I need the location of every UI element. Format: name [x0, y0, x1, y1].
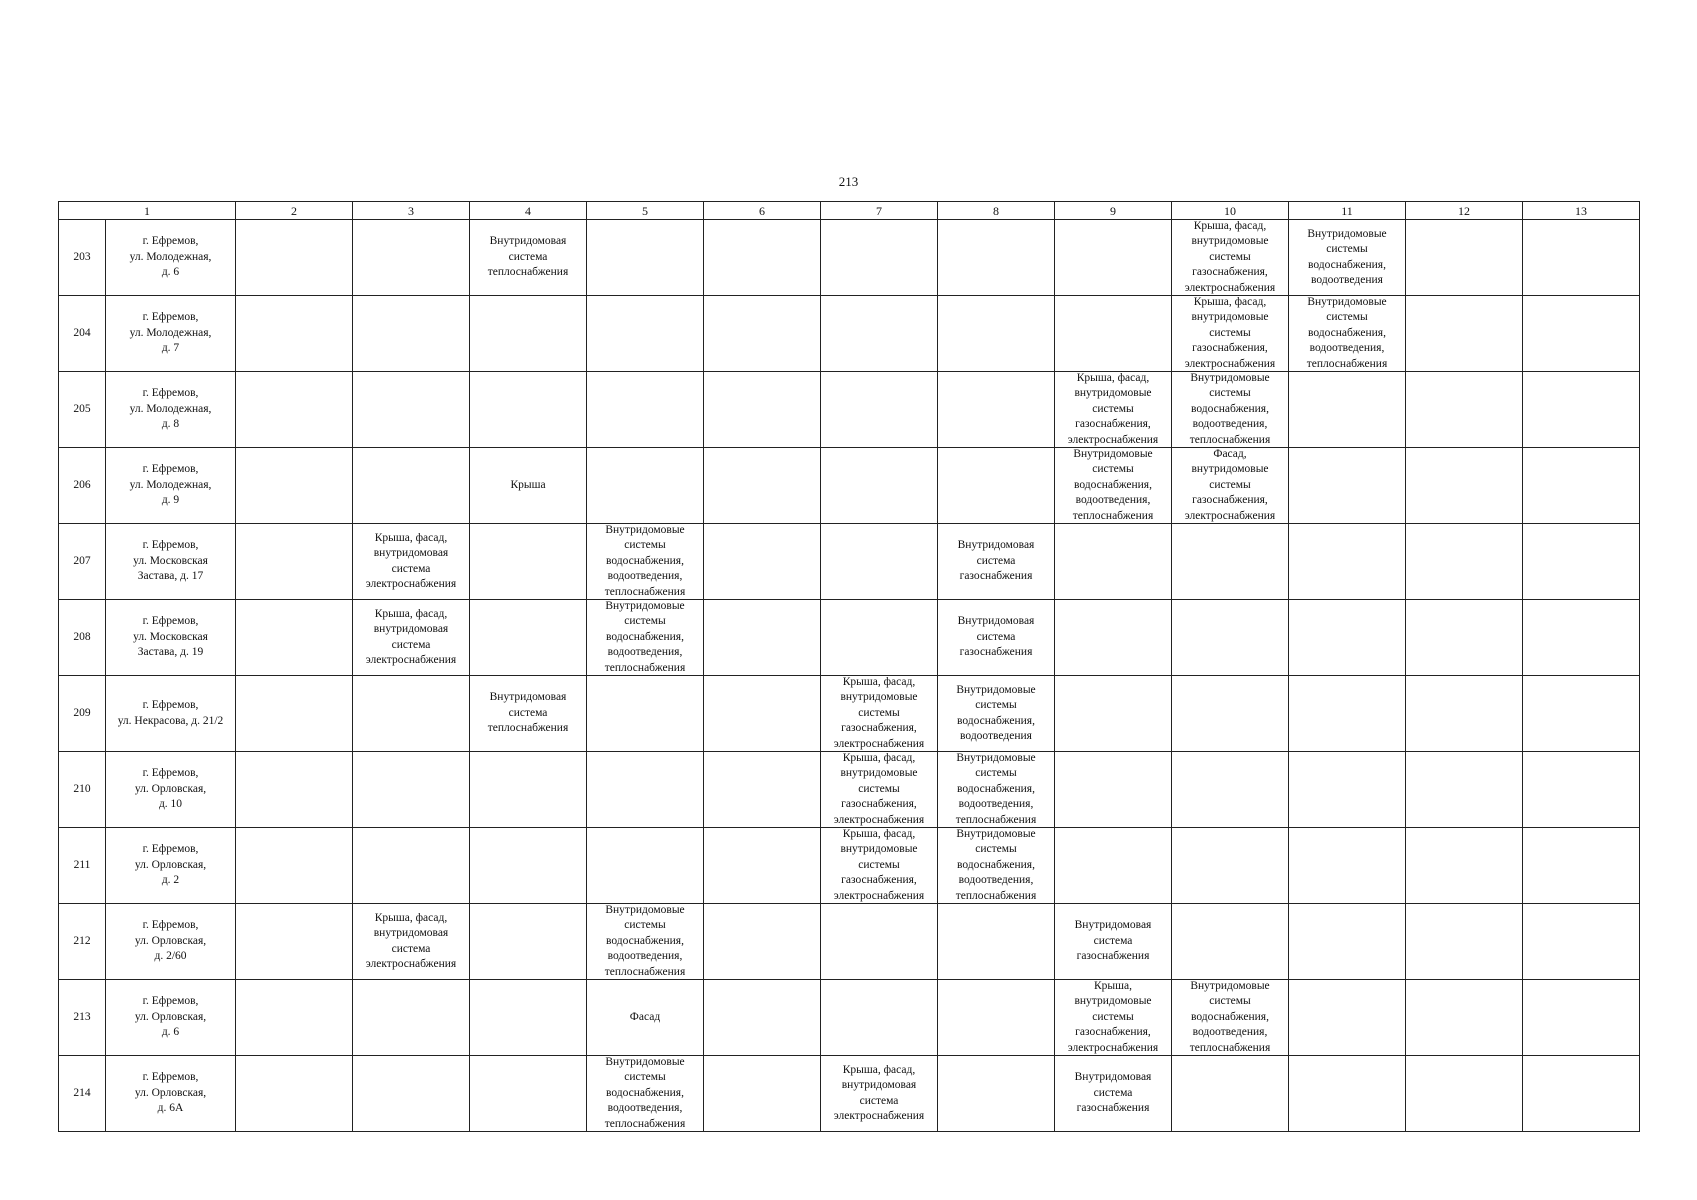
column-header-13: 13	[1523, 202, 1640, 220]
address-cell: г. Ефремов, ул. Московская Застава, д. 19	[106, 600, 236, 676]
table-cell	[1289, 524, 1406, 600]
table-cell	[704, 524, 821, 600]
table-cell	[938, 980, 1055, 1056]
table-cell	[1406, 372, 1523, 448]
row-number: 214	[59, 1056, 106, 1132]
table-cell	[1289, 752, 1406, 828]
table-cell	[470, 600, 587, 676]
table-cell	[353, 372, 470, 448]
table-cell	[470, 828, 587, 904]
table-cell: Внутридомовые системы водоснабжения, водоотведения	[938, 676, 1055, 752]
row-number: 208	[59, 600, 106, 676]
table-cell	[1055, 220, 1172, 296]
table-row	[59, 220, 1640, 296]
table-cell	[236, 448, 353, 524]
table-cell	[470, 752, 587, 828]
row-number: 209	[59, 676, 106, 752]
table-cell	[704, 1056, 821, 1132]
table-cell	[353, 296, 470, 372]
table-cell	[1172, 828, 1289, 904]
table-cell	[1289, 1056, 1406, 1132]
column-header-3: 3	[353, 202, 470, 220]
table-cell: Внутридомовая система газоснабжения	[938, 524, 1055, 600]
column-header-2: 2	[236, 202, 353, 220]
table-cell	[821, 980, 938, 1056]
table-cell	[1406, 524, 1523, 600]
table-cell: Внутридомовые системы водоснабжения, водоотведения, теплоснабжения	[1172, 372, 1289, 448]
column-header-6: 6	[704, 202, 821, 220]
table-cell	[1523, 296, 1640, 372]
table-cell	[821, 220, 938, 296]
column-header-12: 12	[1406, 202, 1523, 220]
table-cell	[1523, 980, 1640, 1056]
table-cell	[1055, 752, 1172, 828]
table-cell	[353, 752, 470, 828]
table-cell: Крыша	[470, 448, 587, 524]
column-header-7: 7	[821, 202, 938, 220]
table-cell	[704, 296, 821, 372]
column-header-8: 8	[938, 202, 1055, 220]
table-cell	[470, 372, 587, 448]
table-row	[59, 752, 1640, 828]
table-cell	[236, 980, 353, 1056]
page-number: 213	[838, 174, 859, 189]
table-cell	[1289, 372, 1406, 448]
table-cell	[587, 296, 704, 372]
table-cell: Крыша, фасад, внутридомовые системы газоснабжения, электроснабжения	[821, 828, 938, 904]
table-cell	[1523, 752, 1640, 828]
table-cell	[704, 904, 821, 980]
table-cell	[1406, 828, 1523, 904]
table-cell	[1055, 600, 1172, 676]
table-cell	[938, 904, 1055, 980]
table-cell: Крыша, фасад, внутридомовые системы газоснабжения, электроснабжения	[1172, 220, 1289, 296]
table-cell	[587, 220, 704, 296]
table-cell	[1172, 524, 1289, 600]
address-cell: г. Ефремов, ул. Молодежная, д. 6	[106, 220, 236, 296]
table-cell	[1172, 600, 1289, 676]
table-cell	[821, 296, 938, 372]
table-cell	[1523, 904, 1640, 980]
table-cell	[704, 828, 821, 904]
table-cell	[470, 904, 587, 980]
table-cell	[587, 372, 704, 448]
address-cell: г. Ефремов, ул. Молодежная, д. 8	[106, 372, 236, 448]
table-cell	[938, 448, 1055, 524]
table-header	[59, 202, 1640, 220]
table-cell	[1406, 980, 1523, 1056]
table-cell	[704, 980, 821, 1056]
table-cell	[821, 448, 938, 524]
row-number: 210	[59, 752, 106, 828]
table-cell	[704, 220, 821, 296]
table-cell	[1406, 296, 1523, 372]
table-row	[59, 448, 1640, 524]
table-cell	[938, 296, 1055, 372]
address-cell: г. Ефремов, ул. Орловская, д. 6	[106, 980, 236, 1056]
table-cell	[1055, 828, 1172, 904]
table-row	[59, 524, 1640, 600]
row-number: 206	[59, 448, 106, 524]
table-cell	[1172, 1056, 1289, 1132]
address-cell: г. Ефремов, ул. Орловская, д. 10	[106, 752, 236, 828]
table-cell	[470, 296, 587, 372]
table-cell: Крыша, фасад, внутридомовая система электроснабжения	[353, 524, 470, 600]
table-cell	[470, 980, 587, 1056]
table-cell	[1289, 600, 1406, 676]
repair-schedule-table	[58, 201, 1640, 1132]
address-cell: г. Ефремов, ул. Молодежная, д. 9	[106, 448, 236, 524]
column-header-10: 10	[1172, 202, 1289, 220]
table-cell	[1289, 904, 1406, 980]
table-cell: Внутридомовые системы водоснабжения, водоотведения, теплоснабжения	[587, 904, 704, 980]
table-cell	[821, 600, 938, 676]
table-cell	[1406, 904, 1523, 980]
table-cell	[1055, 524, 1172, 600]
address-cell: г. Ефремов, ул. Орловская, д. 2	[106, 828, 236, 904]
table-cell	[353, 220, 470, 296]
table-row	[59, 372, 1640, 448]
table-cell	[1523, 1056, 1640, 1132]
address-cell: г. Ефремов, ул. Молодежная, д. 7	[106, 296, 236, 372]
row-number: 205	[59, 372, 106, 448]
table-cell	[1523, 676, 1640, 752]
table-cell: Крыша, внутридомовые системы газоснабжения, электроснабжения	[1055, 980, 1172, 1056]
table-cell	[1406, 600, 1523, 676]
table-cell: Внутридомовые системы водоснабжения, водоотведения, теплоснабжения	[938, 828, 1055, 904]
table-cell: Внутридомовые системы водоснабжения, водоотведения, теплоснабжения	[1289, 296, 1406, 372]
table-cell	[821, 524, 938, 600]
table-cell	[1172, 904, 1289, 980]
table-cell	[1289, 448, 1406, 524]
table-cell	[470, 524, 587, 600]
table-cell	[1523, 220, 1640, 296]
table-cell	[236, 676, 353, 752]
table-cell	[938, 1056, 1055, 1132]
table-cell	[821, 372, 938, 448]
address-cell: г. Ефремов, ул. Орловская, д. 2/60	[106, 904, 236, 980]
table-cell	[821, 904, 938, 980]
column-header-11: 11	[1289, 202, 1406, 220]
table-cell	[236, 372, 353, 448]
table-cell	[1406, 1056, 1523, 1132]
table-cell	[236, 1056, 353, 1132]
table-cell	[470, 1056, 587, 1132]
table-cell: Крыша, фасад, внутридомовые системы газоснабжения, электроснабжения	[1172, 296, 1289, 372]
table-cell: Внутридомовые системы водоснабжения, водоотведения, теплоснабжения	[1172, 980, 1289, 1056]
table-cell: Внутридомовая система газоснабжения	[1055, 904, 1172, 980]
address-cell: г. Ефремов, ул. Московская Застава, д. 17	[106, 524, 236, 600]
table-cell	[938, 220, 1055, 296]
table-cell	[236, 828, 353, 904]
table-cell	[353, 448, 470, 524]
table-cell	[236, 904, 353, 980]
table-cell	[587, 448, 704, 524]
table-cell	[1523, 448, 1640, 524]
table-cell	[1406, 448, 1523, 524]
table-cell	[704, 372, 821, 448]
table-cell: Внутридомовые системы водоснабжения, водоотведения, теплоснабжения	[587, 524, 704, 600]
table-cell	[236, 600, 353, 676]
column-header-5: 5	[587, 202, 704, 220]
table-cell	[236, 296, 353, 372]
table-cell	[1406, 676, 1523, 752]
table-cell	[1289, 676, 1406, 752]
table-cell	[704, 600, 821, 676]
table-cell	[1523, 600, 1640, 676]
table-cell	[1289, 828, 1406, 904]
table-cell	[587, 752, 704, 828]
table-cell	[1172, 676, 1289, 752]
table-cell	[353, 980, 470, 1056]
table-cell	[353, 828, 470, 904]
table-cell: Крыша, фасад, внутридомовые системы газоснабжения, электроснабжения	[821, 676, 938, 752]
row-number: 203	[59, 220, 106, 296]
table-cell	[587, 676, 704, 752]
table-cell	[704, 676, 821, 752]
table-cell: Внутридомовые системы водоснабжения, водоотведения	[1289, 220, 1406, 296]
table-cell	[1523, 828, 1640, 904]
table-cell	[1172, 752, 1289, 828]
table-row	[59, 828, 1640, 904]
table-cell: Фасад, внутридомовые системы газоснабжения, электроснабжения	[1172, 448, 1289, 524]
table-cell	[1055, 676, 1172, 752]
table-cell: Крыша, фасад, внутридомовая система электроснабжения	[821, 1056, 938, 1132]
table-row	[59, 600, 1640, 676]
table-cell	[587, 828, 704, 904]
table-cell: Крыша, фасад, внутридомовая система электроснабжения	[353, 904, 470, 980]
table-body	[59, 220, 1640, 1132]
table-row	[59, 296, 1640, 372]
table-cell	[1289, 980, 1406, 1056]
table-cell	[353, 676, 470, 752]
address-cell: г. Ефремов, ул. Орловская, д. 6А	[106, 1056, 236, 1132]
table-cell	[938, 372, 1055, 448]
table-cell	[704, 448, 821, 524]
table-cell	[1055, 296, 1172, 372]
table-cell: Внутридомовые системы водоснабжения, водоотведения, теплоснабжения	[1055, 448, 1172, 524]
table-cell: Внутридомовая система газоснабжения	[1055, 1056, 1172, 1132]
row-number: 211	[59, 828, 106, 904]
table-cell: Фасад	[587, 980, 704, 1056]
table-cell	[353, 1056, 470, 1132]
table-row	[59, 980, 1640, 1056]
table-cell: Крыша, фасад, внутридомовые системы газоснабжения, электроснабжения	[1055, 372, 1172, 448]
row-number: 204	[59, 296, 106, 372]
column-header-9: 9	[1055, 202, 1172, 220]
table-cell: Внутридомовая система газоснабжения	[938, 600, 1055, 676]
table-cell: Крыша, фасад, внутридомовые системы газоснабжения, электроснабжения	[821, 752, 938, 828]
table-cell	[1523, 372, 1640, 448]
table-cell: Внутридомовая система теплоснабжения	[470, 220, 587, 296]
table-cell: Крыша, фасад, внутридомовая система электроснабжения	[353, 600, 470, 676]
row-number: 207	[59, 524, 106, 600]
table-row	[59, 904, 1640, 980]
table-cell	[1406, 752, 1523, 828]
table-row	[59, 676, 1640, 752]
table-row	[59, 1056, 1640, 1132]
table-cell	[704, 752, 821, 828]
table-cell: Внутридомовые системы водоснабжения, водоотведения, теплоснабжения	[587, 600, 704, 676]
table-cell: Внутридомовые системы водоснабжения, водоотведения, теплоснабжения	[938, 752, 1055, 828]
table-cell: Внутридомовая система теплоснабжения	[470, 676, 587, 752]
table-cell: Внутридомовые системы водоснабжения, водоотведения, теплоснабжения	[587, 1056, 704, 1132]
table-cell	[236, 524, 353, 600]
column-header-1: 1	[59, 202, 236, 220]
column-header-4: 4	[470, 202, 587, 220]
address-cell: г. Ефремов, ул. Некрасова, д. 21/2	[106, 676, 236, 752]
table-cell	[236, 752, 353, 828]
row-number: 212	[59, 904, 106, 980]
row-number: 213	[59, 980, 106, 1056]
table-cell	[1523, 524, 1640, 600]
table-cell	[236, 220, 353, 296]
table-cell	[1406, 220, 1523, 296]
